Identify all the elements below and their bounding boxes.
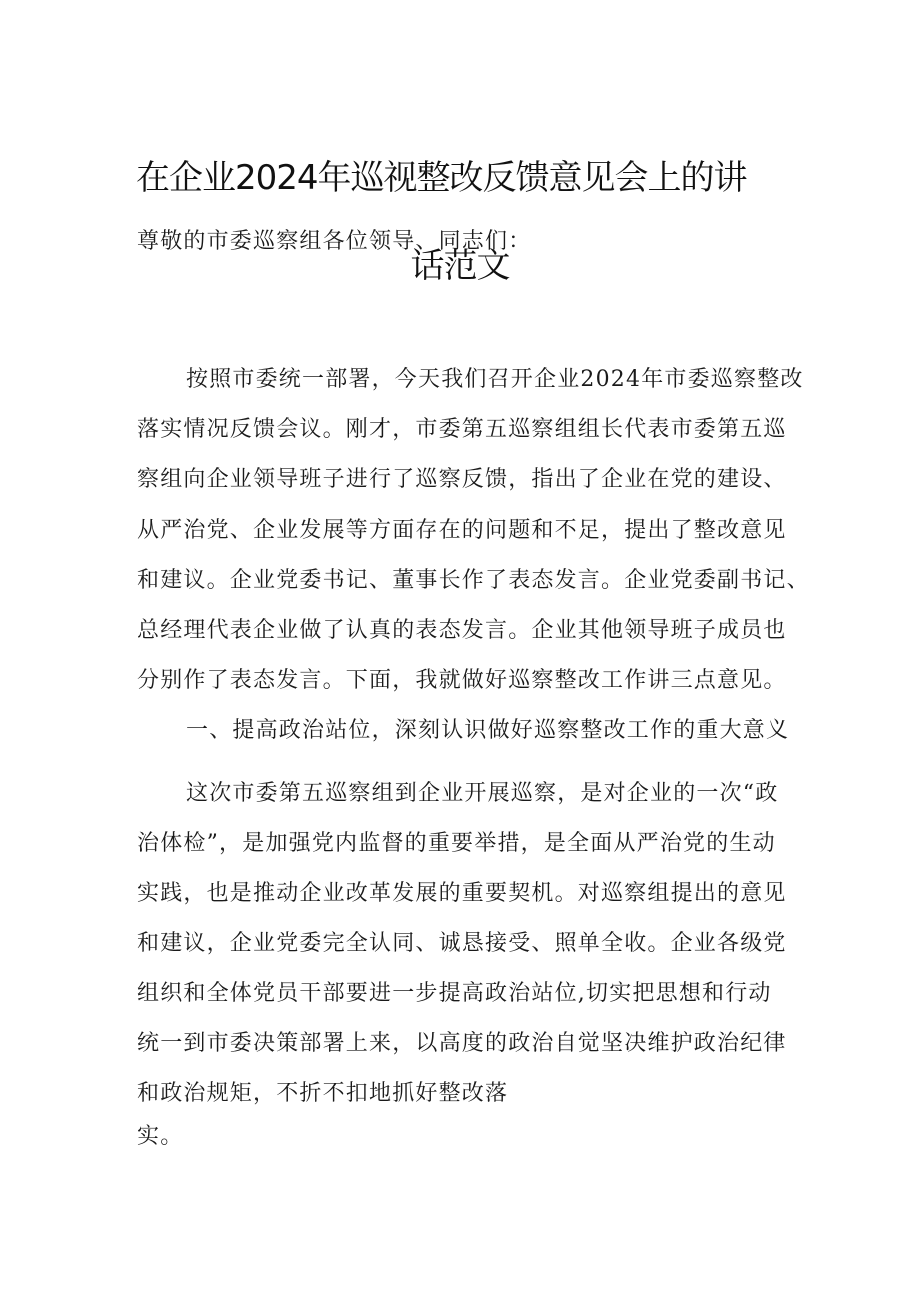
section-1-heading: 一、提高政治站位，深刻认识做好巡察整改工作的重大意义 bbox=[186, 718, 790, 743]
paragraph-1-line: 按照市委统一部署，今天我们召开企业2024年市委巡察整改 bbox=[186, 367, 804, 392]
paragraph-2-line: 这次市委第五巡察组到企业开展巡察，是对企业的一次“政 bbox=[186, 781, 779, 806]
paragraph-2-line: 和政治规矩，不折不扣地抓好整改落 bbox=[137, 1081, 509, 1106]
paragraph-2-line: 实。 bbox=[137, 1124, 184, 1149]
document-title-line-2: 话范文 bbox=[410, 246, 510, 286]
paragraph-1-line: 和建议。企业党委书记、董事长作了表态发言。企业党委副书记、 bbox=[137, 568, 810, 593]
paragraph-1-line: 总经理代表企业做了认真的表态发言。企业其他领导班子成员也 bbox=[137, 618, 787, 643]
paragraph-2-line: 统一到市委决策部署上来，以高度的政治自觉坚决维护政治纪律 bbox=[137, 1031, 787, 1056]
paragraph-1-line: 分别作了表态发言。下面，我就做好巡察整改工作讲三点意见。 bbox=[137, 668, 787, 693]
paragraph-2-line: 实践，也是推动企业改革发展的重要契机。对巡察组提出的意见 bbox=[137, 881, 787, 906]
paragraph-1-line: 落实情况反馈会议。刚才，市委第五巡察组组长代表市委第五巡 bbox=[137, 417, 787, 442]
document-title-line-1: 在企业2024年巡视整改反馈意见会上的讲 bbox=[136, 158, 747, 198]
paragraph-2-line: 组织和全体党员干部要进一步提高政治站位,切实把思想和行动 bbox=[137, 981, 772, 1006]
paragraph-2-line: 治体检”，是加强党内监督的重要举措，是全面从严治党的生动 bbox=[137, 831, 776, 856]
paragraph-1-line: 从严治党、企业发展等方面存在的问题和不足，提出了整改意见 bbox=[137, 518, 787, 543]
paragraph-2-line: 和建议，企业党委完全认同、诚恳接受、照单全收。企业各级党 bbox=[137, 931, 787, 956]
salutation: 尊敬的市委巡察组各位领导、同志们： bbox=[137, 229, 532, 254]
paragraph-1-line: 察组向企业领导班子进行了巡察反馈，指出了企业在党的建设、 bbox=[137, 467, 787, 492]
